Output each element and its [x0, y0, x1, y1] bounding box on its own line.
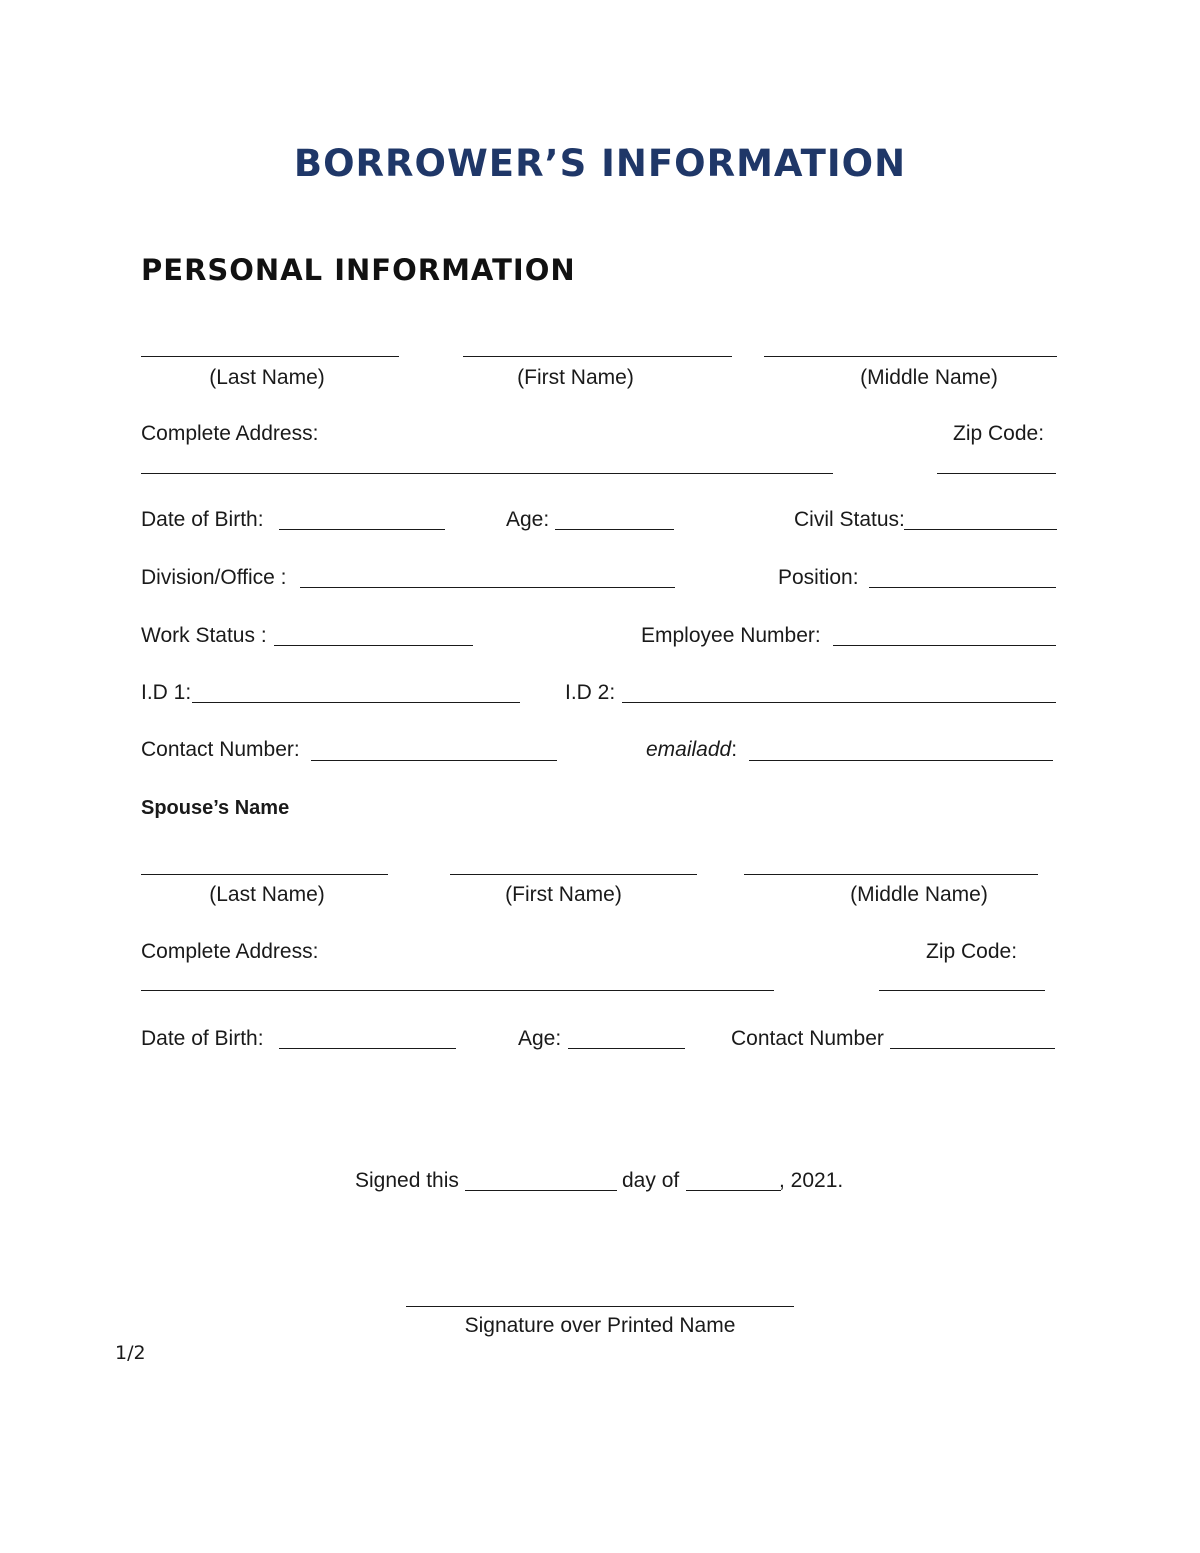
spouse-age-field[interactable]: [568, 1048, 685, 1049]
borrower-id2-label: I.D 2:: [565, 681, 616, 704]
borrower-employee-number-label: Employee Number:: [641, 624, 821, 647]
spouse-dob-field[interactable]: [279, 1048, 456, 1049]
borrower-zip-field[interactable]: [937, 473, 1056, 474]
signed-this-label: Signed this: [355, 1169, 459, 1192]
borrower-email-field[interactable]: [749, 760, 1053, 761]
spouse-first-name-label: (First Name): [505, 883, 622, 906]
borrower-id2-field[interactable]: [622, 702, 1056, 703]
borrower-middle-name-field[interactable]: [764, 356, 1057, 357]
spouse-dob-label: Date of Birth:: [141, 1027, 264, 1050]
spouse-last-name-label: (Last Name): [209, 883, 325, 906]
signature-label: Signature over Printed Name: [464, 1314, 736, 1337]
borrower-email-label-wrap: [646, 738, 737, 762]
spouse-heading: Spouse’s Name: [141, 797, 290, 819]
signature-field[interactable]: [406, 1306, 794, 1307]
borrower-age-label: Age:: [506, 508, 550, 531]
borrower-address-field[interactable]: [141, 473, 833, 474]
borrower-id1-field[interactable]: [192, 702, 520, 703]
spouse-address-label: Complete Address:: [141, 940, 319, 963]
signed-year-label: , 2021.: [779, 1169, 844, 1192]
document-title: BORROWER’S INFORMATION: [293, 142, 907, 185]
borrower-position-label: Position:: [778, 566, 859, 589]
section-title: PERSONAL INFORMATION: [141, 253, 576, 287]
borrower-last-name-label: (Last Name): [209, 366, 325, 389]
spouse-contact-field[interactable]: [890, 1048, 1055, 1049]
borrower-work-status-label: Work Status :: [141, 624, 267, 647]
signed-day-field[interactable]: [465, 1190, 617, 1191]
day-of-label: day of: [622, 1169, 680, 1192]
borrower-dob-field[interactable]: [279, 529, 445, 530]
borrower-first-name-label: (First Name): [517, 366, 634, 389]
borrower-division-label: Division/Office :: [141, 566, 287, 589]
borrower-email-label: emailadd: [646, 738, 732, 761]
borrower-middle-name-label: (Middle Name): [860, 366, 998, 389]
borrower-dob-label: Date of Birth:: [141, 508, 264, 531]
borrower-civil-status-label: Civil Status:: [794, 508, 905, 531]
spouse-zip-field[interactable]: [879, 990, 1045, 991]
spouse-first-name-field[interactable]: [450, 874, 697, 875]
spouse-last-name-field[interactable]: [141, 874, 388, 875]
borrower-civil-status-field[interactable]: [904, 529, 1057, 530]
borrower-zip-label: Zip Code:: [953, 422, 1045, 445]
borrower-id1-label: I.D 1:: [141, 681, 192, 704]
spouse-age-label: Age:: [518, 1027, 562, 1050]
borrower-email-colon: :: [731, 738, 738, 761]
borrower-contact-field[interactable]: [311, 760, 557, 761]
borrower-age-field[interactable]: [555, 529, 674, 530]
borrower-division-field[interactable]: [300, 587, 675, 588]
borrower-employee-number-field[interactable]: [833, 645, 1056, 646]
borrower-first-name-field[interactable]: [463, 356, 732, 357]
spouse-middle-name-field[interactable]: [744, 874, 1038, 875]
signed-month-field[interactable]: [686, 1190, 781, 1191]
borrower-work-status-field[interactable]: [274, 645, 473, 646]
borrower-contact-label: Contact Number:: [141, 738, 300, 761]
borrower-position-field[interactable]: [869, 587, 1056, 588]
spouse-middle-name-label: (Middle Name): [850, 883, 988, 906]
spouse-contact-label: Contact Number: [731, 1027, 884, 1050]
page-number: 1/2: [115, 1342, 146, 1364]
borrower-address-label: Complete Address:: [141, 422, 319, 445]
borrower-last-name-field[interactable]: [141, 356, 399, 357]
spouse-zip-label: Zip Code:: [926, 940, 1018, 963]
spouse-address-field[interactable]: [141, 990, 774, 991]
